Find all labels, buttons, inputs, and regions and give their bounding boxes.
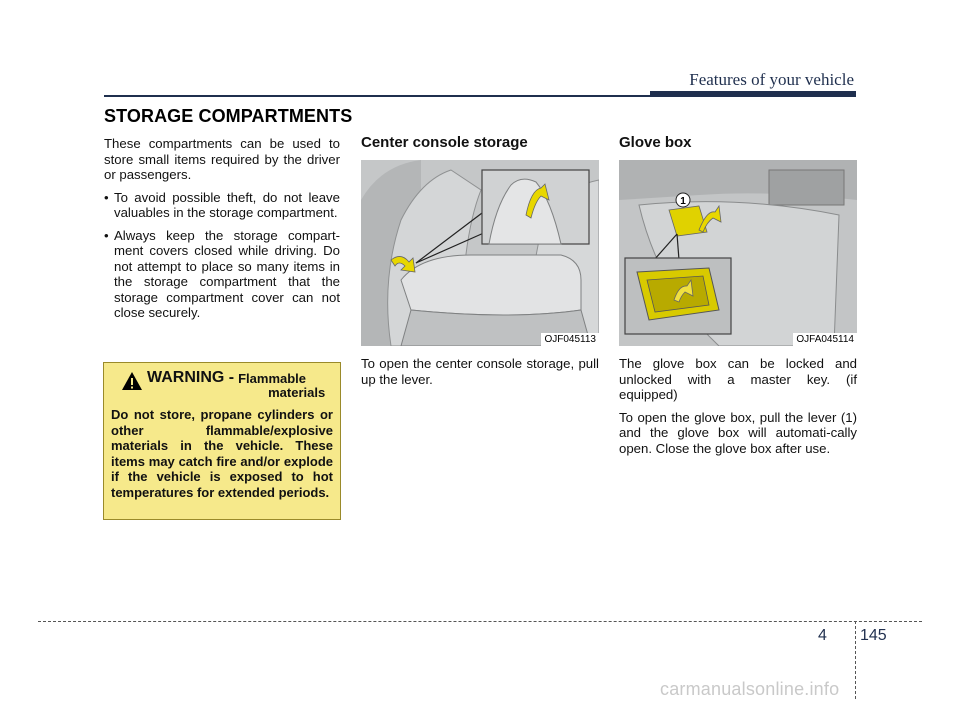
section-title: STORAGE COMPARTMENTS <box>104 106 353 126</box>
image-code: OJF045113 <box>541 333 599 346</box>
glovebox-text <box>619 356 857 463</box>
warning-text: Do not store, propane cylinders or other flammable/explosive materials in the vehicle. These items may catch fire and/or explode if the vehicle is exposed to hot temperatures for extended periods. <box>111 407 333 500</box>
intro-paragraph: These compartments can be used to store small items required by the driver or passengers. <box>104 136 340 182</box>
warning-subtitle <box>238 372 325 400</box>
glovebox-heading: Glove box <box>619 134 692 151</box>
footer-divider <box>855 621 856 699</box>
console-text: To open the center console storage, pull up the lever. <box>361 356 599 387</box>
warning-subtitle-line: Flammable <box>238 371 307 386</box>
warning-word: WARNING - <box>147 369 235 386</box>
bullet-item: • Always keep the storage compart-ment covers closed while driving. Do not attempt to place so many items in the storage compartment that the storage compartment cover can not close securely. <box>104 228 340 321</box>
chapter-number: 4 <box>818 627 827 644</box>
intro-column <box>104 136 340 328</box>
watermark: carmanualsonline.info <box>660 679 840 699</box>
glovebox-drawing <box>619 160 857 346</box>
glovebox-paragraph: To open the glove box, pull the lever (1) and the glove box will automati-cally open. Close the glove box after use. <box>619 409 857 456</box>
warning-triangle-icon <box>121 371 143 391</box>
console-heading: Center console storage <box>361 134 528 151</box>
footer-rule <box>38 621 922 622</box>
image-code: OJFA045114 <box>793 333 857 346</box>
console-illustration <box>361 160 599 346</box>
warning-header <box>121 369 333 400</box>
callout-number: 1 <box>680 196 686 207</box>
console-drawing <box>361 160 599 346</box>
bullet-item: • To avoid possible theft, do not leave valuables in the storage compartment. <box>104 190 340 221</box>
glovebox-paragraph: The glove box can be locked and unlocked with a master key. (if equipped) <box>619 356 857 402</box>
header-title: Features of your vehicle <box>689 70 854 89</box>
page-number: 145 <box>860 627 887 644</box>
header-rule-accent <box>650 91 856 97</box>
warning-box <box>103 362 341 520</box>
warning-subtitle-line: materials <box>268 385 326 400</box>
glovebox-illustration <box>619 160 857 346</box>
intro-bullets <box>104 190 340 321</box>
